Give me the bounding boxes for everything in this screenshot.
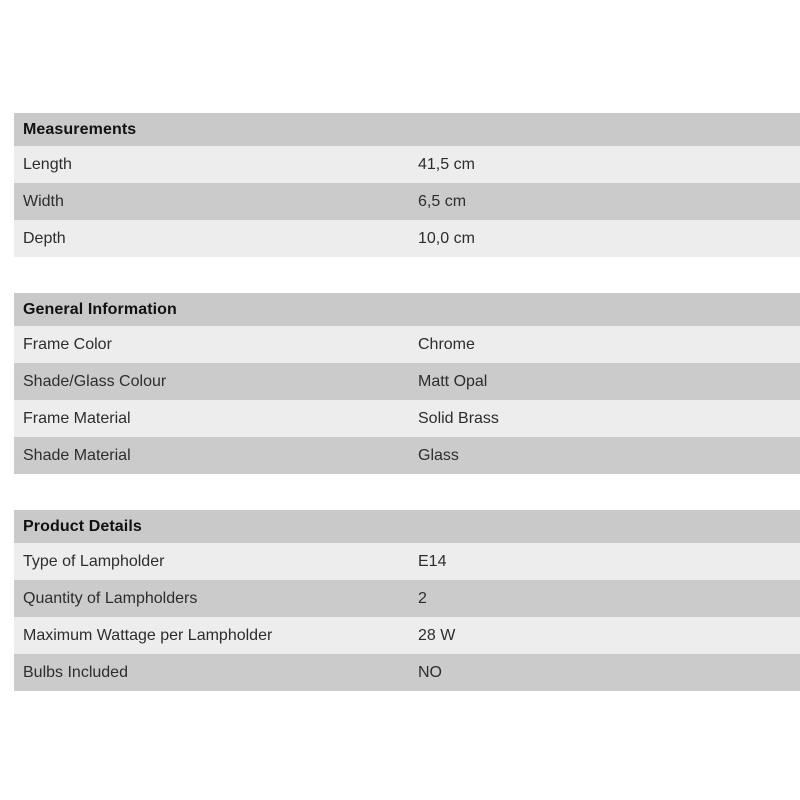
spec-label: Quantity of Lampholders <box>23 589 198 607</box>
spec-value: 6,5 cm <box>418 192 467 210</box>
spec-value: Chrome <box>418 335 475 353</box>
section-title: Measurements <box>14 113 800 146</box>
table-row <box>14 543 800 580</box>
table-row <box>14 220 800 257</box>
section-title: Product Details <box>14 510 800 543</box>
table-row <box>14 183 800 220</box>
spec-value: Glass <box>418 446 459 464</box>
section-product-details <box>14 510 800 691</box>
spec-label: Frame Material <box>23 409 131 427</box>
spec-value: 28 W <box>418 626 456 644</box>
section-title: General Information <box>14 293 800 326</box>
spec-label: Length <box>23 155 72 173</box>
table-row <box>14 654 800 691</box>
table-row <box>14 326 800 363</box>
spec-label: Depth <box>23 229 66 247</box>
spec-value: 41,5 cm <box>418 155 475 173</box>
spec-label: Width <box>23 192 64 210</box>
spec-value: Solid Brass <box>418 409 499 427</box>
table-row <box>14 580 800 617</box>
section-measurements <box>14 113 800 257</box>
section-general-information <box>14 293 800 474</box>
spec-value: 2 <box>418 589 427 607</box>
spec-label: Type of Lampholder <box>23 552 165 570</box>
spec-value: E14 <box>418 552 447 570</box>
spec-label: Shade Material <box>23 446 131 464</box>
spec-label: Maximum Wattage per Lampholder <box>23 626 273 644</box>
spec-value: Matt Opal <box>418 372 488 390</box>
table-row <box>14 146 800 183</box>
table-row <box>14 437 800 474</box>
spec-value: NO <box>418 663 442 681</box>
product-specs-table <box>14 113 800 727</box>
spec-value: 10,0 cm <box>418 229 475 247</box>
table-row <box>14 400 800 437</box>
table-row <box>14 617 800 654</box>
spec-label: Frame Color <box>23 335 112 353</box>
spec-label: Bulbs Included <box>23 663 128 681</box>
table-row <box>14 363 800 400</box>
spec-label: Shade/Glass Colour <box>23 372 167 390</box>
